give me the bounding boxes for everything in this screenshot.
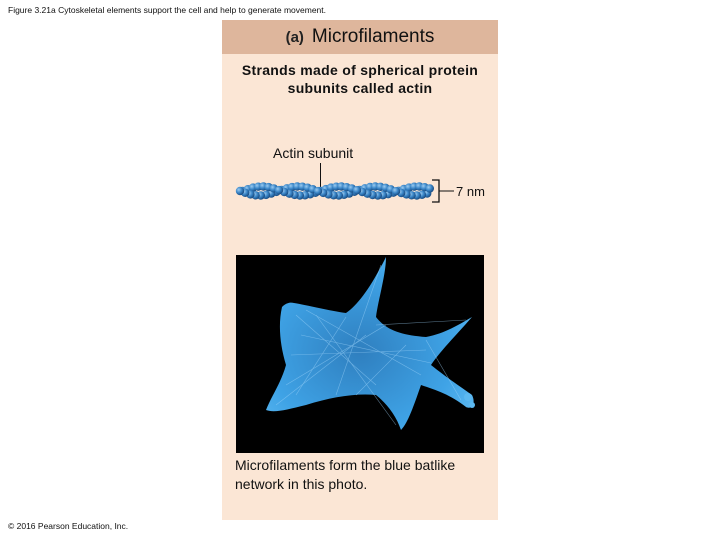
panel-header [222, 20, 498, 54]
cell-extension-tip [469, 402, 475, 408]
micrograph-image [236, 255, 484, 453]
actin-subunit-label: Actin subunit [273, 145, 354, 161]
figure-caption: Figure 3.21a Cytoskeletal elements support the cell and help to generate movement. [8, 5, 326, 15]
actin-bead-strands [236, 182, 434, 199]
panel-description: Strands made of spherical protein subunits called actin [241, 62, 479, 96]
copyright-notice: © 2016 Pearson Education, Inc. [8, 521, 129, 531]
actin-subunit-bead [353, 186, 361, 194]
cell-micrograph [236, 255, 484, 453]
cell-extension-tip [464, 393, 472, 401]
actin-subunit-bead [236, 187, 244, 195]
actin-filament-diagram [234, 177, 460, 207]
width-label: 7 nm [456, 184, 485, 199]
microfilaments-panel [222, 20, 498, 520]
actin-subunit-bead [314, 187, 322, 195]
actin-subunit-bead [275, 186, 283, 194]
cell-body [266, 257, 474, 430]
actin-subunit-bead [426, 184, 434, 192]
panel-letter: (a) [285, 28, 304, 46]
actin-subunit-bead [392, 187, 400, 195]
panel-title: Microfilaments [311, 26, 435, 47]
photo-caption: Microfilaments form the blue batlike network in this photo. [235, 457, 456, 492]
